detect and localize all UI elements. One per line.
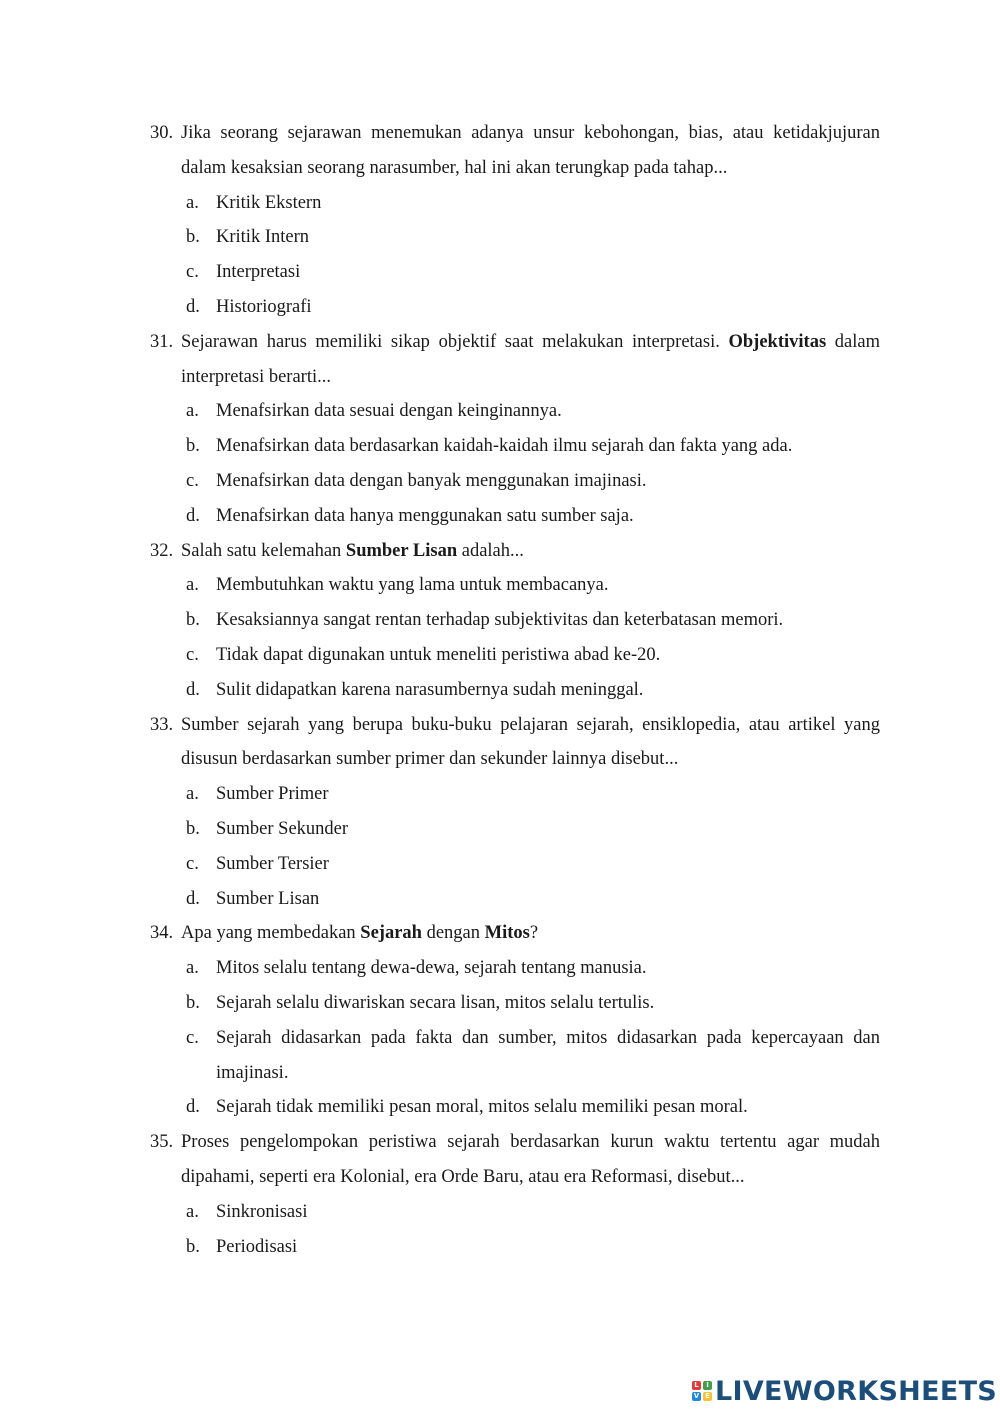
option-32-d[interactable]	[150, 673, 880, 708]
option-letter: b.	[186, 610, 200, 631]
logo-tile-l: L	[692, 1381, 701, 1390]
question-number: 30.	[150, 123, 174, 143]
question-keyword: Sumber Lisan	[345, 540, 458, 561]
option-letter: d.	[186, 1097, 200, 1118]
logo-tile-v: V	[693, 1392, 700, 1400]
option-text: Menafsirkan data hanya menggunakan satu sumber saja.	[216, 505, 634, 526]
option-text: Kesaksiannya sangat rentan terhadap subjektivitas dan keterbatasan memori.	[216, 610, 784, 631]
option-letter: b.	[186, 992, 200, 1013]
option-letter: a.	[186, 575, 199, 596]
option-text: Tidak dapat digunakan untuk meneliti peristiwa abad ke-20.	[216, 644, 661, 665]
question-text-part: adalah...	[461, 540, 524, 561]
option-text: Kritik Ekstern	[216, 192, 322, 213]
question-text	[181, 534, 880, 569]
question-text	[181, 325, 880, 395]
question-text-part: Sejarawan harus memiliki sikap objektif saat melakukan interpretasi.	[181, 331, 720, 352]
question-text: Jika seorang sejarawan menemukan adanya unsur kebohongan, bias, atau ketidakjujuran dalam kesaksian seorang narasumber, hal ini akan terungkap pada tahap...	[181, 123, 880, 178]
option-text: Mitos selalu tentang dewa-dewa, sejarah tentang manusia.	[216, 958, 647, 979]
option-35-b[interactable]	[150, 1230, 880, 1265]
option-letter: c.	[186, 1027, 199, 1048]
option-35-a[interactable]	[150, 1195, 880, 1230]
question-text-part: dalam interpretasi berarti...	[181, 331, 880, 387]
option-letter: a.	[186, 1201, 199, 1222]
question-keyword: Objektivitas	[728, 331, 827, 352]
question-list	[150, 116, 880, 1264]
question-31	[150, 325, 880, 395]
option-30-d[interactable]	[150, 290, 880, 325]
option-letter: a.	[186, 401, 199, 422]
question-number: 35.	[150, 1132, 174, 1153]
option-33-c[interactable]	[150, 847, 880, 882]
option-34-d[interactable]	[150, 1090, 880, 1125]
option-text: Sumber Sekunder	[216, 818, 349, 839]
option-letter: c.	[186, 644, 199, 665]
option-30-c[interactable]	[150, 255, 880, 290]
option-letter: a.	[186, 784, 199, 805]
option-32-a[interactable]	[150, 568, 880, 603]
option-letter: c.	[186, 853, 199, 874]
option-letter: c.	[186, 262, 199, 283]
option-33-a[interactable]	[150, 777, 880, 812]
option-text: Sejarah selalu diwariskan secara lisan, mitos selalu tertulis.	[216, 992, 655, 1013]
option-letter: c.	[186, 470, 199, 491]
option-text: Sulit didapatkan karena narasumbernya sudah meninggal.	[216, 679, 644, 700]
option-text: Sejarah didasarkan pada fakta dan sumber, mitos didasarkan pada kepercayaan dan imajinasi.	[216, 1027, 880, 1083]
option-34-c[interactable]	[150, 1021, 880, 1091]
option-text: Sumber Primer	[216, 784, 329, 805]
logo-tile-e: E	[703, 1392, 712, 1401]
option-letter: d.	[186, 296, 200, 317]
option-letter: b.	[186, 818, 200, 839]
liveworksheets-logo-icon	[692, 1381, 712, 1401]
option-text: Interpretasi	[216, 262, 301, 283]
option-31-a[interactable]	[150, 394, 880, 429]
option-text: Menafsirkan data sesuai dengan keinginannya.	[216, 401, 562, 422]
option-31-b[interactable]	[150, 429, 880, 464]
question-number: 33.	[150, 714, 174, 735]
option-30-a[interactable]	[150, 186, 880, 221]
logo-tile-i: I	[703, 1381, 712, 1390]
option-letter: a.	[186, 958, 199, 979]
option-31-d[interactable]	[150, 499, 880, 534]
question-text-part: dengan	[426, 923, 481, 944]
option-text: Membutuhkan waktu yang lama untuk membacanya.	[216, 575, 609, 596]
question-text-part: Salah satu kelemahan	[181, 540, 342, 561]
option-letter: b.	[186, 227, 200, 248]
question-text: Sumber sejarah yang berupa buku-buku pelajaran sejarah, ensiklopedia, atau artikel yang disusun berdasarkan sumber primer dan sekunder lainnya disebut...	[181, 714, 880, 770]
logo-text: LIVEWORKSHEETS	[715, 1375, 998, 1407]
question-number: 31.	[150, 331, 174, 352]
question-keyword: Sejarah	[360, 923, 422, 944]
question-text: Proses pengelompokan peristiwa sejarah berdasarkan kurun waktu tertentu agar mudah dipahami, seperti era Kolonial, era Orde Baru, atau era Reformasi, disebut...	[181, 1132, 880, 1187]
question-keyword: Mitos	[484, 923, 530, 944]
option-32-b[interactable]	[150, 603, 880, 638]
question-number: 34.	[150, 923, 174, 944]
liveworksheets-logo[interactable]	[692, 1376, 997, 1406]
option-text: Sinkronisasi	[216, 1201, 308, 1222]
option-text: Kritik Intern	[216, 227, 309, 248]
option-letter: a.	[186, 192, 199, 213]
option-text: Sumber Tersier	[216, 853, 329, 874]
option-letter: d.	[186, 679, 200, 700]
option-letter: d.	[186, 505, 200, 526]
option-text: Menafsirkan data dengan banyak menggunakan imajinasi.	[216, 470, 647, 491]
option-text: Sejarah tidak memiliki pesan moral, mitos selalu memiliki pesan moral.	[216, 1097, 748, 1118]
option-34-b[interactable]	[150, 986, 880, 1021]
option-33-b[interactable]	[150, 812, 880, 847]
option-letter: b.	[186, 1236, 200, 1257]
question-32	[150, 534, 880, 569]
option-letter: d.	[186, 888, 200, 909]
option-34-a[interactable]	[150, 951, 880, 986]
question-text-part: Apa yang membedakan	[181, 923, 356, 944]
question-33	[150, 708, 880, 778]
option-text: Periodisasi	[216, 1236, 298, 1257]
option-31-c[interactable]	[150, 464, 880, 499]
question-number: 32.	[150, 540, 174, 561]
question-35	[150, 1125, 880, 1195]
option-letter: b.	[186, 436, 200, 457]
question-30	[150, 116, 880, 186]
option-32-c[interactable]	[150, 638, 880, 673]
question-text-part: ?	[529, 923, 539, 944]
option-text: Sumber Lisan	[216, 888, 320, 909]
option-text: Historiografi	[216, 296, 312, 317]
option-text: Menafsirkan data berdasarkan kaidah-kaidah ilmu sejarah dan fakta yang ada.	[216, 436, 793, 457]
option-30-b[interactable]	[150, 220, 880, 255]
option-33-d[interactable]	[150, 882, 880, 917]
question-34	[150, 916, 880, 951]
question-text	[181, 916, 880, 951]
